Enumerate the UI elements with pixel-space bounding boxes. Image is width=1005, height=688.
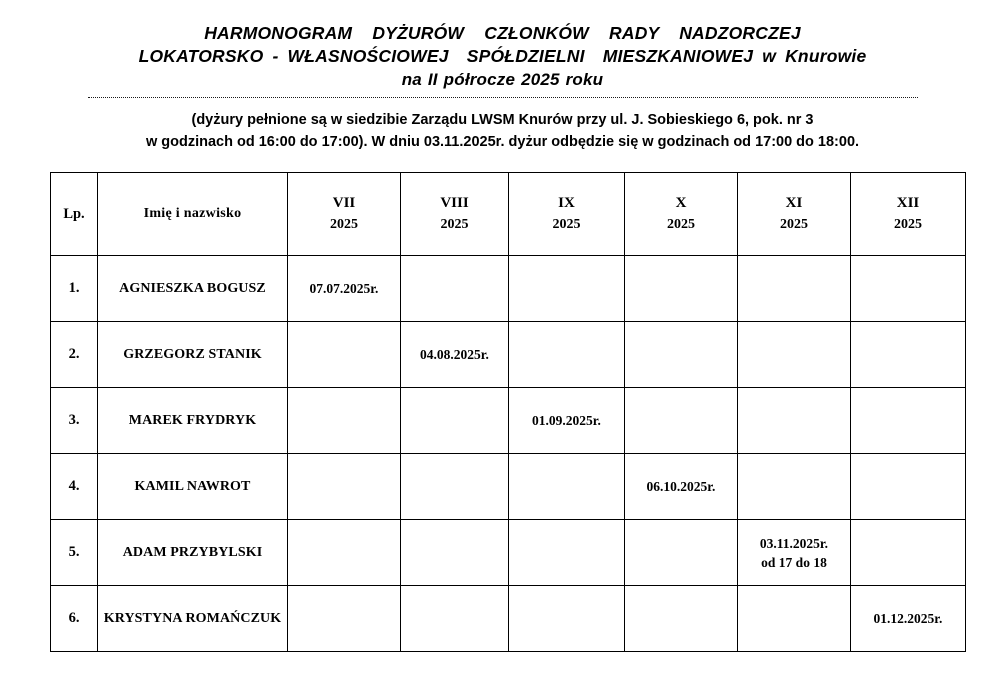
table-row <box>51 586 966 652</box>
horizontal-divider <box>88 97 918 98</box>
month-roman-x: X <box>675 195 687 211</box>
month-year-x: 2025 <box>667 217 695 232</box>
schedule-table <box>50 172 966 652</box>
column-header-month-viii <box>401 173 509 256</box>
column-header-lp: Lp. <box>51 173 98 256</box>
title-line-3: na II półrocze 2025 roku <box>401 70 604 89</box>
cell-duty-vii: 07.07.2025r. <box>288 256 401 322</box>
cell-lp: 2. <box>51 322 98 388</box>
cell-duty-vii <box>288 454 401 520</box>
cell-duty-vii <box>288 586 401 652</box>
title-line-2: LOKATORSKO - WŁASNOŚCIOWEJ SPÓŁDZIELNI MIESZKANIOWEJ w Knurowie <box>138 46 867 66</box>
month-roman-xi: XI <box>785 195 803 211</box>
cell-duty-x: 06.10.2025r. <box>625 454 738 520</box>
cell-duty-x <box>625 388 738 454</box>
month-year-ix: 2025 <box>552 217 581 232</box>
cell-name: GRZEGORZ STANIK <box>98 322 288 388</box>
cell-duty-ix <box>509 256 625 322</box>
cell-duty-viii <box>401 388 509 454</box>
document-title-block <box>0 0 1005 91</box>
cell-duty-ix <box>509 520 625 586</box>
cell-duty-viii: 04.08.2025r. <box>401 322 509 388</box>
cell-duty-ix: 01.09.2025r. <box>509 388 625 454</box>
cell-name: KRYSTYNA ROMAŃCZUK <box>98 586 288 652</box>
month-year-viii: 2025 <box>440 217 469 232</box>
cell-name: KAMIL NAWROT <box>98 454 288 520</box>
title-line-1: HARMONOGRAM DYŻURÓW CZŁONKÓW RADY NADZORCZEJ <box>204 23 801 43</box>
cell-duty-xi <box>738 520 851 586</box>
cell-name: AGNIESZKA BOGUSZ <box>98 256 288 322</box>
document-note-block <box>0 109 1005 153</box>
cell-duty-xi <box>738 586 851 652</box>
cell-duty-xii <box>851 520 966 586</box>
cell-duty-xi <box>738 256 851 322</box>
month-year-vii: 2025 <box>330 217 358 232</box>
cell-duty-ix <box>509 586 625 652</box>
column-header-month-xii <box>851 173 966 256</box>
table-row <box>51 256 966 322</box>
note-line-2: w godzinach od 16:00 do 17:00). W dniu 03.11.2025r. dyżur odbędzie się w godzinach od 17:00 do 18:00. <box>145 134 860 150</box>
column-header-month-x <box>625 173 738 256</box>
cell-lp: 5. <box>51 520 98 586</box>
month-roman-xii: XII <box>896 195 920 211</box>
cell-duty-xii: 01.12.2025r. <box>851 586 966 652</box>
cell-duty-xii <box>851 322 966 388</box>
note-line-1: (dyżury pełnione są w siedzibie Zarządu LWSM Knurów przy ul. J. Sobieskiego 6, pok. nr 3 <box>191 112 814 128</box>
duty-date: 03.11.2025r. <box>759 535 829 551</box>
month-roman-vii: VII <box>332 195 356 211</box>
duty-hours: od 17 do 18 <box>761 554 827 570</box>
cell-duty-x <box>625 520 738 586</box>
cell-duty-xi <box>738 454 851 520</box>
cell-name: ADAM PRZYBYLSKI <box>98 520 288 586</box>
cell-duty-viii <box>401 454 509 520</box>
column-header-name: Imię i nazwisko <box>98 173 288 256</box>
cell-duty-xii <box>851 256 966 322</box>
table-row <box>51 322 966 388</box>
month-roman-viii: VIII <box>440 195 469 211</box>
cell-lp: 4. <box>51 454 98 520</box>
table-header-row <box>51 173 966 256</box>
cell-duty-viii <box>401 256 509 322</box>
cell-duty-xii <box>851 388 966 454</box>
table-header <box>51 173 966 256</box>
table-body <box>51 256 966 652</box>
cell-duty-vii <box>288 520 401 586</box>
column-header-month-ix <box>509 173 625 256</box>
month-roman-ix: IX <box>558 195 575 211</box>
cell-duty-viii <box>401 586 509 652</box>
cell-lp: 6. <box>51 586 98 652</box>
cell-duty-x <box>625 256 738 322</box>
cell-duty-ix <box>509 454 625 520</box>
month-year-xii: 2025 <box>894 217 922 232</box>
month-year-xi: 2025 <box>780 217 808 232</box>
cell-lp: 3. <box>51 388 98 454</box>
column-header-month-vii <box>288 173 401 256</box>
cell-duty-xi <box>738 322 851 388</box>
cell-duty-viii <box>401 520 509 586</box>
column-header-month-xi <box>738 173 851 256</box>
table-row <box>51 454 966 520</box>
cell-duty-vii <box>288 388 401 454</box>
table-row <box>51 388 966 454</box>
cell-duty-x <box>625 586 738 652</box>
cell-lp: 1. <box>51 256 98 322</box>
table-row <box>51 520 966 586</box>
cell-duty-xii <box>851 454 966 520</box>
schedule-table-container <box>50 172 965 652</box>
cell-name: MAREK FRYDRYK <box>98 388 288 454</box>
cell-duty-xi <box>738 388 851 454</box>
cell-duty-vii <box>288 322 401 388</box>
cell-duty-x <box>625 322 738 388</box>
cell-duty-ix <box>509 322 625 388</box>
